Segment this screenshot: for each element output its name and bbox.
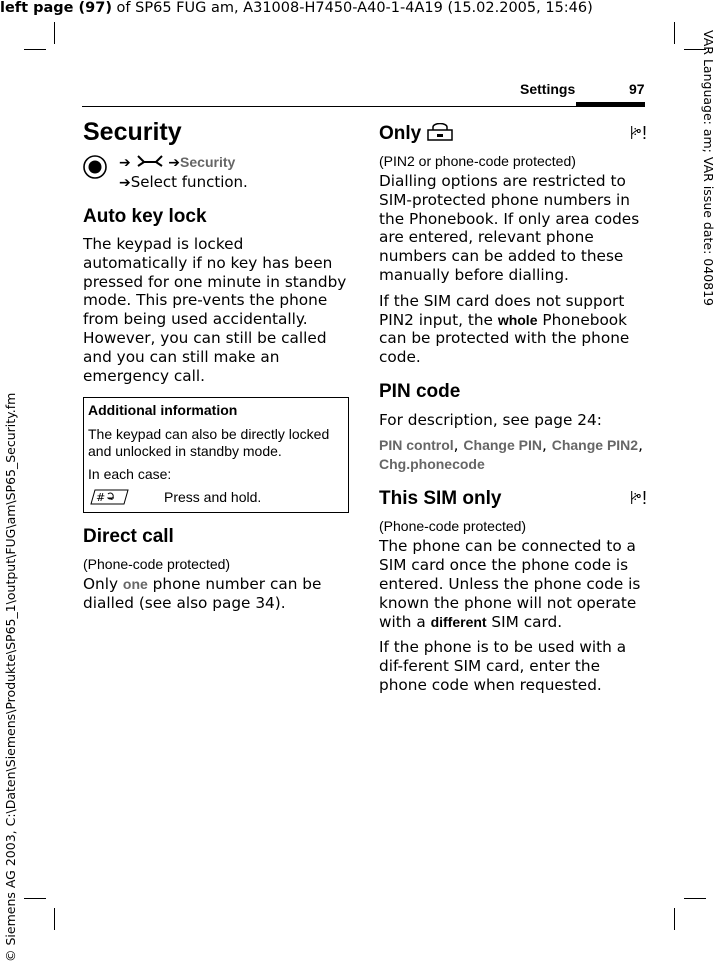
this-sim-body-2: If the phone is to be used with a dif-ferent SIM card, enter the phone code when requested. [379, 638, 627, 694]
info-box-title: Additional information [88, 402, 238, 419]
var-language-note: VAR Language: am; VAR issue date: 040819 [701, 30, 716, 306]
warning-icon: ꔶ! [629, 123, 647, 143]
warning-icon: ꔶ! [629, 488, 647, 509]
key-action-text: Press and hold. [164, 488, 262, 505]
right-column [379, 118, 647, 695]
crop-mark [684, 898, 706, 899]
menu-security: Security [180, 154, 236, 170]
menu-path [83, 153, 351, 193]
separator: , [453, 435, 464, 454]
this-sim-protection: (Phone-code protected) [379, 518, 527, 535]
print-header-rest: of SP65 FUG am, A31008-H7450-A40-1-4A19 (15.02.2005, 15:46) [111, 0, 593, 16]
menu-pin-control: PIN control [379, 436, 454, 453]
only-body-2 [379, 292, 647, 367]
header-tab [576, 102, 645, 107]
header-rule [82, 106, 645, 107]
print-header [0, 0, 593, 16]
menu-change-pin: Change PIN [463, 436, 542, 453]
menu-change-pin2: Change PIN2 [551, 436, 639, 453]
copyright-path: © Siemens AG 2003, C:\Daten\Siemens\Produkte\SP65_1\output\FUG\am\SP65_Security.fm [3, 392, 18, 962]
pin-menu-list [379, 436, 647, 474]
text-run: Phonebook can be protected with the phone code. [379, 310, 630, 367]
heading-only [379, 123, 647, 145]
arrow-icon: ➔ [168, 155, 181, 171]
info-box-each-case: In each case: [88, 466, 172, 483]
print-header-prefix: left page (97) [0, 0, 112, 16]
only-protection: (PIN2 or phone-code protected) [379, 153, 576, 169]
heading-this-sim-text: This SIM only [379, 488, 502, 510]
crop-mark [54, 22, 55, 44]
text-run: SIM card. [486, 612, 563, 631]
page-number: 97 [629, 81, 645, 97]
only-body: Dialling options are restricted to SIM-protected phone numbers in the Phonebook. If only area codes are entered, relevant phone numbers can be added to these manually before dialling. [379, 172, 640, 284]
select-function-text: Select function. [130, 173, 248, 191]
crop-mark [24, 49, 46, 50]
page-title: Security [83, 118, 182, 146]
text-run: phone number can be dialled (see also page 34). [83, 575, 322, 613]
heading-auto-key-lock: Auto key lock [83, 206, 207, 227]
highlight-one: one [122, 576, 148, 593]
crop-mark [674, 908, 675, 930]
bold-whole: whole [497, 311, 538, 328]
key-instruction-row [88, 488, 344, 506]
left-column [83, 118, 351, 613]
menu-chg-phonecode: Chg.phonecode [379, 455, 485, 472]
info-box-text: The keypad can also be directly locked and unlocked in standby mode. [88, 426, 330, 460]
navigation-key-icon [83, 155, 107, 179]
crop-mark [24, 898, 46, 899]
text-run: If the SIM card does not support PIN2 input, the [379, 291, 625, 329]
pin-code-body: For description, see page 24: [379, 410, 602, 429]
svg-text:#: # [96, 491, 106, 505]
text-run: The phone can be connected to a SIM card once the phone code is entered. Unless the phone code is known the phone will not operate with a [379, 537, 641, 631]
wrench-icon [136, 153, 164, 169]
heading-direct-call: Direct call [83, 526, 174, 548]
this-sim-body [379, 537, 647, 631]
additional-info-box [83, 397, 349, 513]
auto-key-lock-body: The keypad is locked automatically if no key has been pressed for one minute in standby mode. This pre-vents the phone from being used accidentally. However, you can still be called and you can still make an emergency call. [83, 235, 347, 385]
heading-pin-code: PIN code [379, 380, 461, 402]
running-header-section: Settings [520, 81, 576, 97]
separator: , [638, 435, 643, 454]
separator: , [541, 435, 552, 454]
arrow-icon: ➔ [119, 175, 131, 191]
direct-call-body [83, 575, 351, 613]
crop-mark [54, 908, 55, 930]
bold-different: different [430, 613, 487, 630]
arrow-icon: ➔ [119, 155, 131, 171]
text-run: Only [83, 575, 123, 594]
heading-this-sim-only [379, 488, 647, 510]
crop-mark [674, 22, 675, 44]
heading-only-text: Only [379, 123, 422, 144]
lock-icon [427, 123, 453, 141]
hash-key-icon [88, 488, 130, 506]
direct-call-protection: (Phone-code protected) [83, 556, 231, 573]
